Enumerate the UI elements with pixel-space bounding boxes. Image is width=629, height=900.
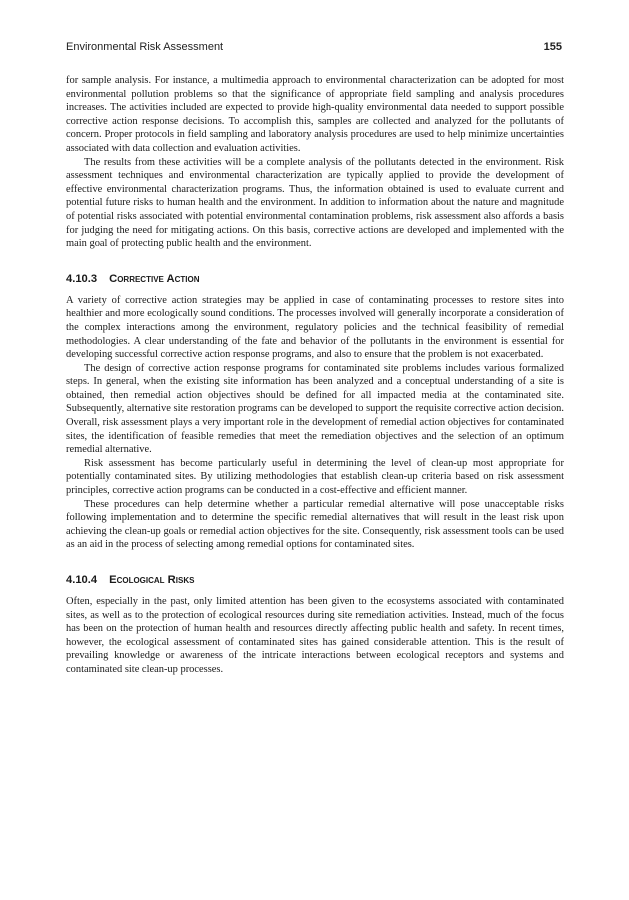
page-number: 155 — [543, 41, 562, 53]
section-number: 4.10.4 — [66, 574, 98, 586]
body-paragraph: Risk assessment has become particularly useful in determining the level of clean-up most appropriate for potentially contaminated sites. By utilizing methodologies that establish clean-up criteria based on risk assessment principles, corrective action programs can be conducted in a cost-effective and efficient manner. — [66, 457, 564, 497]
section-title: Ecological Risks — [109, 574, 195, 586]
body-paragraph: These procedures can help determine whether a particular remedial alternative will pose unacceptable risks following implementation and to determine the specific remedial alternatives that will result in the least risk upon achieving the clean-up goals or remedial action objectives for the site. Consequently, risk assessment tools can be used as an aid in the process of selecting among remedial options for contaminated sites. — [66, 498, 564, 551]
section-number: 4.10.3 — [66, 272, 98, 285]
body-paragraph: for sample analysis. For instance, a multimedia approach to environmental characterization can be adopted for most environmental pollution problems so that the significance of appropriate field sampling and analysis procedures increases. The activities included are expected to provide high-quality environmental data needed to support possible corrective action response decisions. To accomplish this, samples are collected and analyzed for the pollutants of concern. Proper protocols in field sampling and laboratory analysis procedures are used to help minimize uncertainties associated with data collection and evaluation activities. — [66, 75, 564, 154]
running-header — [66, 41, 562, 53]
body-paragraph: The results from these activities will be a complete analysis of the pollutants detected in the environment. Risk assessment techniques and environmental characterization are typically applied to provide the development of effective environmental characterization programs. Thus, the information obtained is used to evaluate current and potential future risks to human health and the environment. In addition to information about the nature and magnitude of potential risks associated with potential environmental contamination problems, risk assessment also affords a basis for judging the need for mitigating actions. On this basis, corrective actions are developed and implemented with the main goal of protecting public health and the environment. — [66, 156, 564, 250]
body-paragraph: Often, especially in the past, only limited attention has been given to the ecosystems associated with contaminated sites, as well as to the protection of ecological resources during site remediation activities. Instead, much of the focus has been on the protection of human health and resources directly affecting public health and safety. In recent times, however, the ecological assessment of contaminated sites has gained considerable attention. This is the result of prevailing knowledge or awareness of the intricate interactions between ecological receptors and systems and contaminated site clean-up processes. — [66, 596, 564, 675]
body-paragraph: The design of corrective action response programs for contaminated site problems includes various formalized steps. In general, when the existing site information has been analyzed and a conceptual understanding of a site is obtained, then remedial action objectives should be defined for all impacted media at the contaminated site. Subsequently, alternative site restoration programs can be developed to support the requisite corrective action decision. Overall, risk assessment plays a very important role in the development of remedial action objectives for contaminated sites, the identification of feasible remedies that meet the remediation objectives and the selection of an optimum remedial alternative. — [66, 362, 564, 456]
section-heading-corrective-action — [66, 272, 564, 286]
page-body — [66, 74, 564, 677]
body-paragraph: A variety of corrective action strategies may be applied in case of contaminating processes to restore sites into healthier and more ecologically sound conditions. The processes involved will generally incorporate a consideration of the complex interactions among the environment, regulatory policies and the technical feasibility of remedial methodologies. A clear understanding of the fate and behavior of the pollutants in the environment is essential for developing successful corrective action response programs, and also to ensure that the problem is not exacerbated. — [66, 294, 564, 361]
section-heading-ecological-risks — [66, 573, 564, 587]
running-title: Environmental Risk Assessment — [66, 41, 224, 53]
section-title: Corrective Action — [109, 272, 200, 285]
